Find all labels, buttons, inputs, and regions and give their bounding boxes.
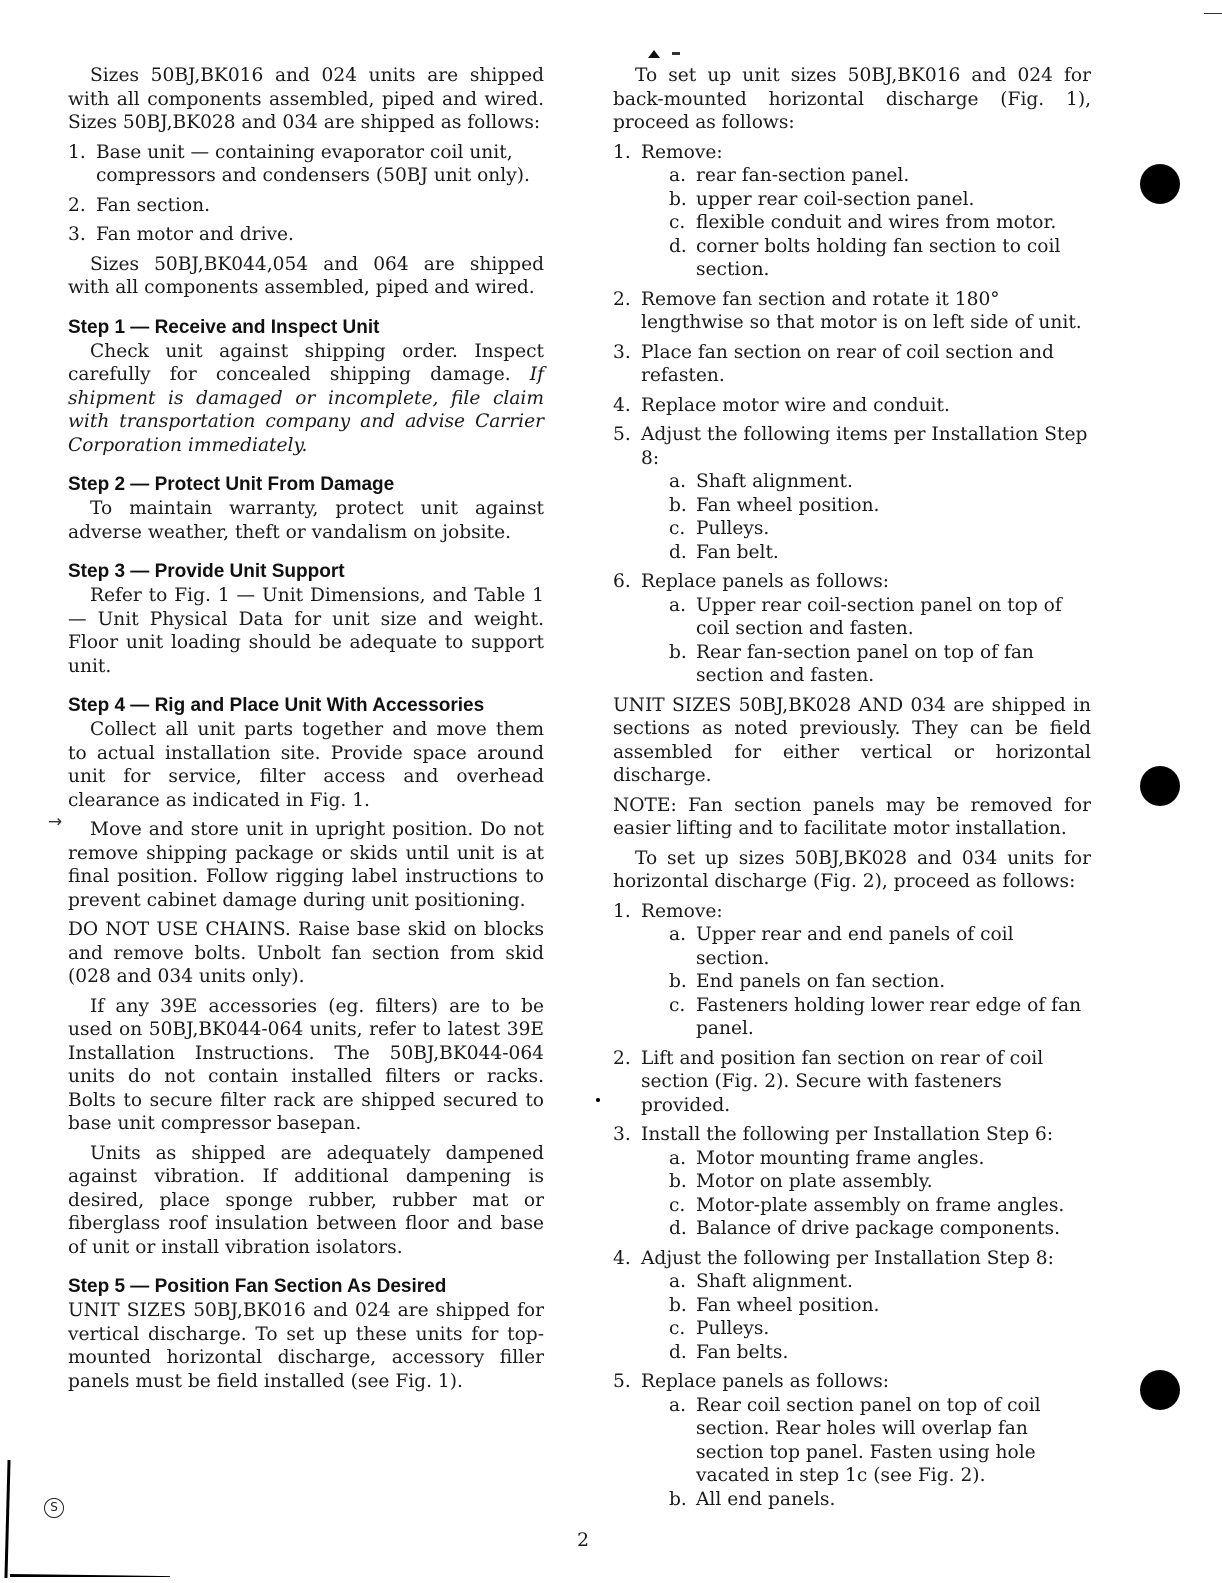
sub-item xyxy=(669,1270,1091,1294)
item-number: 3. xyxy=(613,1124,631,1145)
item-number: 5. xyxy=(613,1371,631,1392)
left-column xyxy=(68,64,544,1399)
step2-paragraph: To maintain warranty, protect unit against adverse weather, theft or vandalism on jobsite. xyxy=(68,498,544,543)
list-item xyxy=(613,394,1091,418)
step2-heading: Step 2 — Protect Unit From Damage xyxy=(68,474,395,495)
list-item xyxy=(613,1370,1091,1511)
sub-item xyxy=(669,970,1091,994)
sub-item xyxy=(669,541,1091,565)
sub-text: Pulleys. xyxy=(696,1318,770,1339)
sub-text: Motor on plate assembly. xyxy=(696,1171,933,1192)
item-text: Remove: xyxy=(641,900,723,922)
sub-item xyxy=(669,1488,1091,1512)
right-intro-paragraph: To set up unit sizes 50BJ,BK016 and 024 for back-mounted horizontal discharge (Fig. 1), proceed as follows: xyxy=(613,65,1091,133)
item-text: Fan motor and drive. xyxy=(96,224,294,245)
sub-text: upper rear coil-section panel. xyxy=(696,188,975,210)
sub-letter: b. xyxy=(669,494,687,516)
sub-text: Upper rear and end panels of coil section. xyxy=(696,924,1014,969)
sub-text: Fan belt. xyxy=(696,541,779,563)
item-text: Place fan section on rear of coil section and refasten. xyxy=(641,341,1054,386)
item-text: Install the following per Installation Step 6: xyxy=(641,1124,1054,1145)
sub-letter: b. xyxy=(669,188,687,210)
sub-letter: c. xyxy=(669,994,686,1016)
list-item xyxy=(613,341,1091,388)
item-number: 3. xyxy=(613,341,631,363)
scan-artifact xyxy=(672,52,680,55)
sub-list xyxy=(641,1270,1091,1364)
sub-letter: b. xyxy=(669,971,687,992)
item-number: 2. xyxy=(613,1047,631,1069)
list-item xyxy=(68,141,544,188)
sizes-paragraph: UNIT SIZES 50BJ,BK028 AND 034 are shipped in sections as noted previously. They can be field assembled for either vertical or horizontal discharge. xyxy=(613,694,1091,786)
intro-paragraph: Sizes 50BJ,BK016 and 024 units are shipped with all components assembled, piped and wired. Sizes 50BJ,BK028 and 034 are shipped as follows: xyxy=(68,65,544,133)
note-paragraph: NOTE: Fan section panels may be removed for easier lifting and to facilitate motor installation. xyxy=(613,794,1091,839)
shipping-list xyxy=(68,141,544,247)
step1-text: Check unit against shipping order. Inspect carefully for concealed shipping damage. xyxy=(68,340,544,385)
sub-text: Motor mounting frame angles. xyxy=(696,1147,985,1169)
item-text: Remove: xyxy=(641,141,723,163)
change-arrow-icon: → xyxy=(48,812,63,832)
sub-letter: a. xyxy=(669,594,686,616)
sub-item xyxy=(669,470,1091,494)
crop-mark xyxy=(4,1460,10,1578)
item-number: 1. xyxy=(613,141,631,163)
item-number: 3. xyxy=(68,224,86,245)
right-intro2-paragraph: To set up sizes 50BJ,BK028 and 034 units for horizontal discharge (Fig. 2), proceed as follows: xyxy=(613,847,1091,892)
sub-letter: a. xyxy=(669,165,686,186)
sub-text: flexible conduit and wires from motor. xyxy=(696,212,1057,233)
sub-item xyxy=(669,1394,1091,1488)
sub-list xyxy=(641,594,1091,688)
sub-text: Pulleys. xyxy=(696,518,770,539)
item-number: 4. xyxy=(613,394,631,416)
sub-list xyxy=(641,470,1091,564)
sub-letter: a. xyxy=(669,471,686,492)
sub-letter: a. xyxy=(669,924,686,945)
sub-text: Rear fan-section panel on top of fan section and fasten. xyxy=(696,641,1034,686)
sub-text: Motor-plate assembly on frame angles. xyxy=(696,1194,1065,1216)
sub-list xyxy=(641,164,1091,282)
sub-text: All end panels. xyxy=(696,1488,836,1510)
sub-letter: a. xyxy=(669,1271,686,1292)
sub-item xyxy=(669,1194,1091,1218)
sub-item xyxy=(669,211,1091,235)
sub-letter: a. xyxy=(669,1394,686,1416)
item-text: Adjust the following items per Installation Step 8: xyxy=(641,424,1088,469)
crop-mark xyxy=(10,1574,170,1577)
sub-list xyxy=(641,1394,1091,1512)
sub-letter: d. xyxy=(669,1341,687,1363)
punch-hole xyxy=(1140,164,1180,204)
sub-text: Fan wheel position. xyxy=(696,1294,880,1316)
sub-letter: c. xyxy=(669,1194,686,1216)
step4-paragraph-3: DO NOT USE CHAINS. Raise base skid on blocks and remove bolts. Unbolt fan section from skid (028 and 034 units only). xyxy=(68,919,544,987)
sub-item xyxy=(669,1170,1091,1194)
item-text: Lift and position fan section on rear of coil section (Fig. 2). Secure with fasteners provided. xyxy=(641,1047,1044,1116)
item-number: 2. xyxy=(613,288,631,310)
sub-item xyxy=(669,594,1091,641)
step4-paragraph-2: Move and store unit in upright position. Do not remove shipping package or skids until unit is at final position. Follow rigging label instructions to prevent cabinet damage during unit positioning. xyxy=(68,819,544,911)
list-item xyxy=(613,141,1091,282)
sub-item xyxy=(669,188,1091,212)
sub-item xyxy=(669,164,1091,188)
list-item xyxy=(613,570,1091,688)
item-number: 6. xyxy=(613,571,631,592)
sub-letter: d. xyxy=(669,1218,687,1239)
sub-text: Fan belts. xyxy=(696,1341,789,1363)
step1-paragraph xyxy=(68,340,544,458)
step5-paragraph: UNIT SIZES 50BJ,BK016 and 024 are shipped for vertical discharge. To set up these units for top-mounted horizontal discharge, accessory filler panels must be field installed (see Fig. 1). xyxy=(68,1300,544,1392)
logo-icon: S xyxy=(44,1498,64,1518)
right-column xyxy=(613,64,1091,1517)
item-text: Replace panels as follows: xyxy=(641,571,890,592)
step3-paragraph: Refer to Fig. 1 — Unit Dimensions, and Table 1 — Unit Physical Data for unit size and weight. Floor unit loading should be adequate to support unit. xyxy=(68,585,544,677)
setup-list-1 xyxy=(613,141,1091,688)
item-text: Replace motor wire and conduit. xyxy=(641,394,950,416)
sub-list xyxy=(641,923,1091,1041)
sub-text: Shaft alignment. xyxy=(696,1271,853,1292)
sub-text: Balance of drive package components. xyxy=(696,1218,1061,1239)
step3-heading: Step 3 — Provide Unit Support xyxy=(68,561,345,582)
sub-letter: b. xyxy=(669,641,687,663)
list-item xyxy=(613,1123,1091,1241)
sub-item xyxy=(669,517,1091,541)
sub-item xyxy=(669,494,1091,518)
sub-letter: d. xyxy=(669,541,687,563)
list-item xyxy=(613,900,1091,1041)
sub-item xyxy=(669,923,1091,970)
sub-text: Upper rear coil-section panel on top of coil section and fasten. xyxy=(696,594,1062,639)
step4-heading: Step 4 — Rig and Place Unit With Accessories xyxy=(68,695,485,716)
item-text: Remove fan section and rotate it 180° lengthwise so that motor is on left side of unit. xyxy=(641,288,1082,333)
punch-hole xyxy=(1140,766,1180,806)
sub-letter: c. xyxy=(669,1318,686,1339)
step4-paragraph-4: If any 39E accessories (eg. filters) are to be used on 50BJ,BK044-064 units, refer to latest 39E Installation Instructions. The 50BJ,BK044-064 units do not contain installed filters or racks. Bolts to secure filter rack are shipped secured to base unit compressor basepan. xyxy=(68,995,544,1134)
sub-letter: b. xyxy=(669,1171,687,1192)
item-number: 2. xyxy=(68,194,86,216)
item-text: Base unit — containing evaporator coil unit, compressors and condensers (50BJ unit only). xyxy=(96,141,530,186)
sub-text: Fasteners holding lower rear edge of fan panel. xyxy=(696,994,1082,1039)
step1-italic-text: If shipment is damaged or incomplete, file claim with transportation company and advise Carrier Corporation immediately. xyxy=(68,364,544,456)
sub-text: rear fan-section panel. xyxy=(696,165,910,186)
sub-item xyxy=(669,641,1091,688)
step4-paragraph-1: Collect all unit parts together and move them to actual installation site. Provide space around unit for service, filter access and overhead clearance as indicated in Fig. 1. xyxy=(68,719,544,811)
sub-item xyxy=(669,1317,1091,1341)
sub-letter: c. xyxy=(669,212,686,233)
step5-heading: Step 5 — Position Fan Section As Desired xyxy=(68,1276,447,1297)
sub-text: corner bolts holding fan section to coil section. xyxy=(696,235,1061,280)
sub-text: Shaft alignment. xyxy=(696,471,853,492)
intro-after-paragraph: Sizes 50BJ,BK044,054 and 064 are shipped with all components assembled, piped and wired. xyxy=(68,253,544,298)
sub-item xyxy=(669,1341,1091,1365)
item-number: 1. xyxy=(68,141,86,163)
sub-text: Rear coil section panel on top of coil section. Rear holes will overlap fan section top panel. Fasten using hole vacated in step 1c (see Fig. 2). xyxy=(696,1394,1041,1486)
list-item xyxy=(613,1247,1091,1365)
item-text: Adjust the following per Installation Step 8: xyxy=(641,1247,1054,1269)
punch-hole xyxy=(1140,1370,1180,1410)
page-number: 2 xyxy=(576,1529,590,1551)
sub-list xyxy=(641,1147,1091,1241)
step1-heading: Step 1 — Receive and Inspect Unit xyxy=(68,316,380,338)
sub-text: Fan wheel position. xyxy=(696,494,880,516)
sub-letter: a. xyxy=(669,1147,686,1169)
sub-text: End panels on fan section. xyxy=(696,971,946,992)
scan-artifact xyxy=(648,50,660,58)
sub-item xyxy=(669,994,1091,1041)
sub-item xyxy=(669,1217,1091,1241)
list-item xyxy=(613,423,1091,564)
sub-letter: b. xyxy=(669,1488,687,1510)
sub-item xyxy=(669,235,1091,282)
sub-item xyxy=(669,1147,1091,1171)
scan-artifact xyxy=(596,1098,600,1102)
sub-item xyxy=(669,1294,1091,1318)
edge-mark xyxy=(1204,13,1222,14)
item-text: Fan section. xyxy=(96,194,211,216)
item-number: 4. xyxy=(613,1247,631,1269)
sub-letter: c. xyxy=(669,518,686,539)
setup-list-2 xyxy=(613,900,1091,1512)
sub-letter: d. xyxy=(669,235,687,257)
item-number: 5. xyxy=(613,424,631,445)
list-item xyxy=(68,194,544,218)
item-text: Replace panels as follows: xyxy=(641,1371,890,1392)
item-number: 1. xyxy=(613,900,631,922)
list-item xyxy=(613,288,1091,335)
sub-letter: b. xyxy=(669,1294,687,1316)
step4-paragraph-5: Units as shipped are adequately dampened against vibration. If additional dampening is desired, place sponge rubber, rubber mat or fiberglass roof insulation between floor and base of unit or install vibration isolators. xyxy=(68,1142,544,1258)
list-item xyxy=(613,1047,1091,1118)
list-item xyxy=(68,223,544,247)
